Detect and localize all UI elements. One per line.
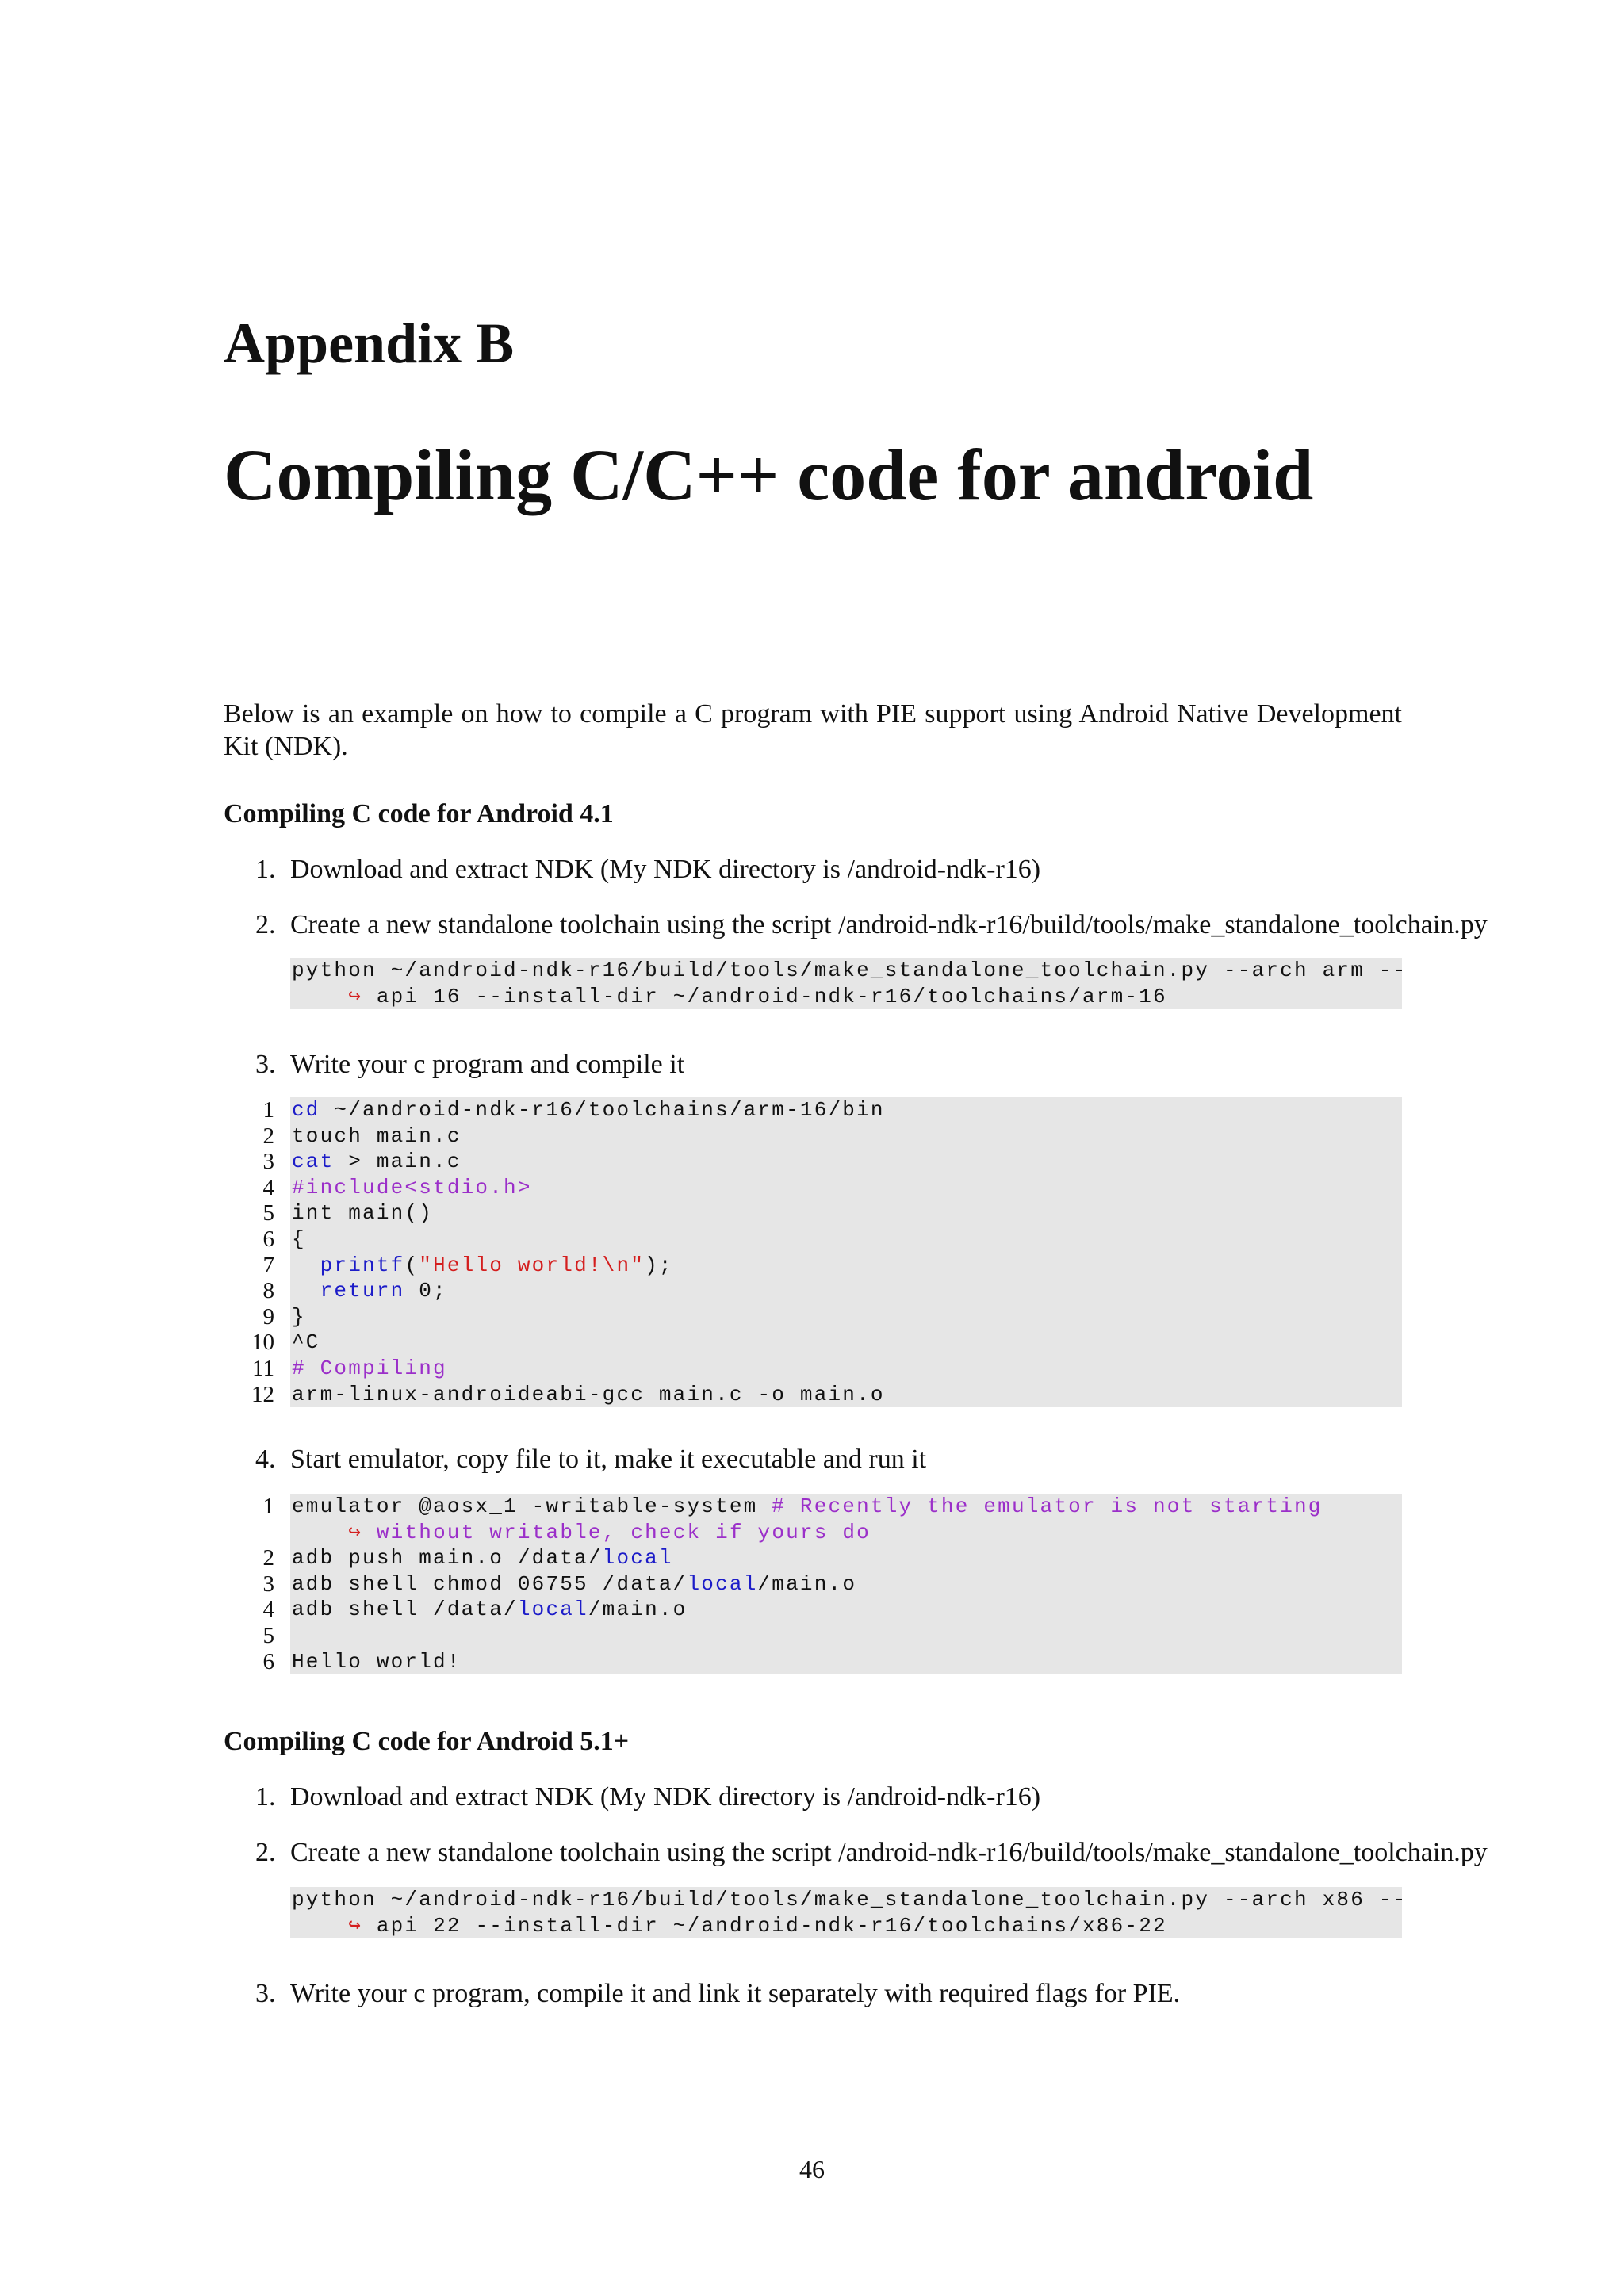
code-text: python ~/android-ndk-r16/build/tools/make_standalone_toolchain.py --arch arm --: [292, 959, 1408, 982]
line-wrap-arrow-icon: ↪: [348, 1913, 363, 1938]
step-number: 3.: [255, 1979, 276, 2008]
code-line: [262, 1252, 1402, 1279]
code-keyword: printf: [320, 1253, 405, 1277]
step-download-ndk: [255, 855, 1040, 885]
code-text: api 22 --install-dir ~/android-ndk-r16/toolchains/x86-22: [362, 1913, 1167, 1938]
line-number: 2: [262, 1545, 274, 1571]
code-line: [262, 1571, 1402, 1598]
code-text: int main(): [292, 1201, 434, 1226]
code-block-emulator: [262, 1494, 1402, 1674]
code-text: }: [292, 1304, 306, 1329]
code-line: [262, 1097, 1402, 1123]
step-download-ndk: [255, 1782, 1040, 1812]
code-text: emulator @aosx_1 -writable-system: [292, 1494, 772, 1518]
step-text: Create a new standalone toolchain using the script /android-ndk-r16/build/tools/make_standalone_toolchain.py: [290, 1838, 1488, 1867]
code-keyword: local: [517, 1598, 588, 1622]
step-text: Write your c program and compile it: [290, 1050, 685, 1079]
code-line: [262, 1149, 1402, 1175]
code-line: [262, 1545, 1402, 1571]
line-number: 4: [262, 1174, 274, 1200]
step-number: 1.: [255, 855, 276, 884]
code-text: );: [645, 1253, 673, 1277]
code-text: /main.o: [757, 1571, 857, 1596]
code-text: adb shell /data/: [292, 1598, 518, 1622]
code-line: [262, 1278, 1402, 1304]
line-number: 11: [252, 1355, 274, 1381]
code-text: touch main.c: [292, 1123, 462, 1148]
code-text: python ~/android-ndk-r16/build/tools/make_standalone_toolchain.py --arch x86 --: [292, 1888, 1408, 1911]
code-indent: [292, 1253, 320, 1277]
code-line: [251, 1330, 1402, 1356]
code-line: [262, 1494, 1402, 1520]
code-comment: # Compiling: [292, 1356, 447, 1380]
step-text: Start emulator, copy file to it, make it executable and run it: [290, 1445, 927, 1474]
step-write-program-pie: [255, 1979, 1180, 2009]
line-number: 2: [262, 1123, 274, 1149]
code-text: 0;: [404, 1279, 447, 1303]
step-create-toolchain: [255, 1838, 1488, 1868]
code-text: ^C: [292, 1330, 320, 1355]
step-text: Create a new standalone toolchain using the script /android-ndk-r16/build/tools/make_standalone_toolchain.py: [290, 910, 1488, 939]
code-line: [262, 1622, 1402, 1649]
line-number: 4: [262, 1597, 274, 1623]
chapter-title: Compiling C/C++ code for android: [224, 434, 1314, 515]
code-text: api 16 --install-dir ~/android-ndk-r16/toolchains/arm-16: [362, 984, 1167, 1008]
code-comment: without writable, check if yours do: [362, 1520, 871, 1544]
code-keyword: cd: [292, 1098, 320, 1122]
line-number: 8: [262, 1278, 274, 1304]
code-line: [262, 1648, 1402, 1675]
code-comment: # Recently the emulator is not starting: [772, 1494, 1323, 1518]
code-line: [262, 1226, 1402, 1253]
code-line: [290, 984, 1402, 1010]
code-block-toolchain-arm: [290, 958, 1408, 1009]
code-string: "Hello world!\n": [419, 1253, 645, 1277]
step-text: Download and extract NDK (My NDK directory is /android-ndk-r16): [290, 855, 1041, 884]
code-text: /main.o: [588, 1598, 688, 1622]
step-number: 3.: [255, 1050, 276, 1079]
line-number: 5: [262, 1622, 274, 1648]
code-text: > main.c: [334, 1150, 462, 1174]
step-number: 4.: [255, 1445, 276, 1474]
code-line: [262, 1123, 1402, 1150]
page-number: 46: [799, 2155, 825, 2183]
line-number: 3: [262, 1571, 274, 1597]
code-keyword: local: [687, 1571, 758, 1596]
step-write-program: [255, 1050, 684, 1080]
line-number: 7: [262, 1252, 274, 1278]
line-number: 1: [262, 1097, 274, 1123]
section-title-android-5-1: Compiling C code for Android 5.1+: [224, 1727, 630, 1756]
appendix-label: Appendix B: [224, 312, 515, 375]
code-text: arm-linux-androideabi-gcc main.c -o main.o: [292, 1382, 885, 1406]
line-number: 3: [262, 1149, 274, 1175]
code-line: [290, 1520, 1402, 1546]
line-number: 6: [262, 1226, 274, 1252]
code-text: {: [292, 1226, 306, 1251]
code-block-write-compile: [251, 1097, 1402, 1407]
code-text: (: [404, 1253, 419, 1277]
line-number: 12: [251, 1381, 274, 1407]
line-number: 6: [262, 1648, 274, 1674]
line-number: 1: [262, 1494, 274, 1519]
step-start-emulator: [255, 1445, 926, 1475]
code-line: [290, 958, 1408, 984]
code-line: [262, 1597, 1402, 1623]
code-text: adb push main.o /data/: [292, 1546, 603, 1571]
code-indent: [292, 1279, 320, 1303]
line-wrap-arrow-icon: ↪: [348, 984, 363, 1008]
intro-paragraph: Below is an example on how to compile a C program with PIE support using Android Native Development Kit (NDK).: [224, 699, 1402, 761]
code-text: ~/android-ndk-r16/toolchains/arm-16/bin: [320, 1098, 885, 1122]
step-create-toolchain: [255, 910, 1488, 940]
code-line: [252, 1355, 1402, 1382]
code-output: Hello world!: [292, 1649, 462, 1674]
code-keyword: local: [602, 1546, 673, 1571]
code-line: [262, 1200, 1402, 1226]
code-line: [290, 1913, 1402, 1939]
code-preprocessor: #include<stdio.h>: [292, 1175, 532, 1200]
code-line: [251, 1381, 1402, 1408]
code-keyword: return: [320, 1279, 405, 1303]
code-block-toolchain-x86: [290, 1887, 1408, 1938]
code-line: [262, 1303, 1402, 1330]
step-text: Write your c program, compile it and link it separately with required flags for PIE.: [290, 1979, 1181, 2008]
code-line: [262, 1174, 1402, 1201]
code-text: adb shell chmod 06755 /data/: [292, 1571, 688, 1596]
section-title-android-4-1: Compiling C code for Android 4.1: [224, 799, 614, 828]
line-wrap-arrow-icon: ↪: [348, 1520, 363, 1544]
step-number: 2.: [255, 1838, 276, 1867]
line-number: 5: [262, 1200, 274, 1226]
step-number: 2.: [255, 910, 276, 939]
line-number: 9: [262, 1303, 274, 1330]
line-number: 10: [251, 1330, 274, 1356]
step-text: Download and extract NDK (My NDK directory is /android-ndk-r16): [290, 1782, 1041, 1812]
code-keyword: cat: [292, 1150, 335, 1174]
step-number: 1.: [255, 1782, 276, 1812]
code-line: [290, 1887, 1408, 1913]
